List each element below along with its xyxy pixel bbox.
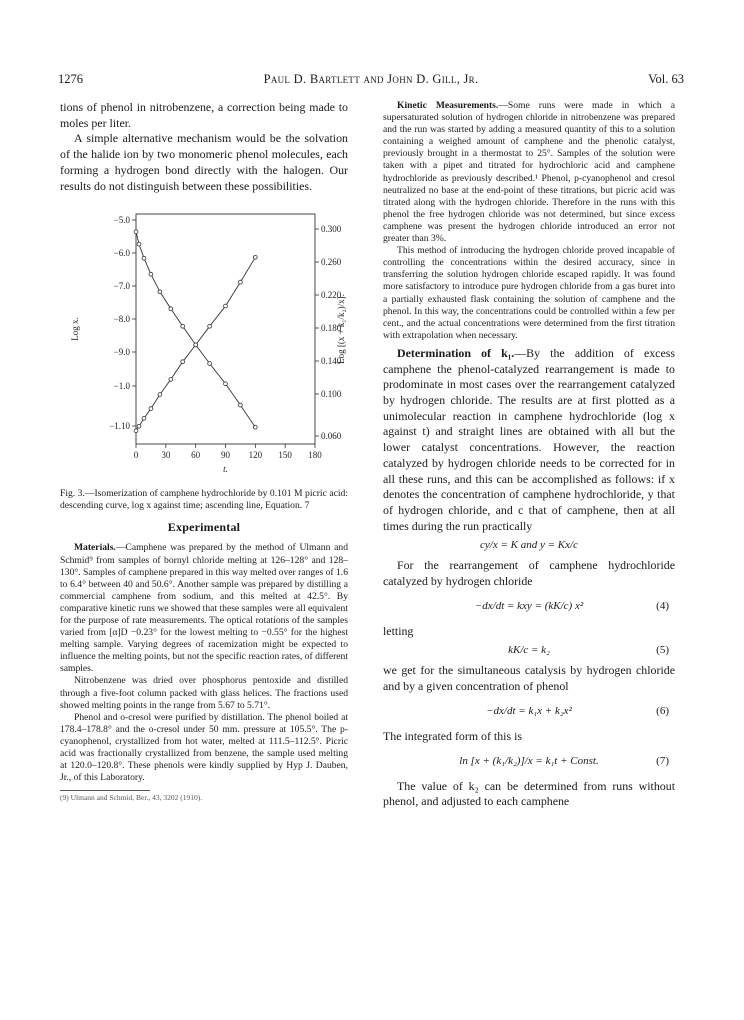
left-tick-label: −5.0 (113, 215, 130, 226)
plot-area (70, 214, 346, 474)
paragraph-kinetic (383, 100, 675, 245)
left-tick-label: −8.0 (113, 314, 130, 325)
right-tick-label: 0.180 (321, 323, 342, 334)
equation-6: −dx/dt = k₁x + k₂x² (6) (486, 704, 669, 717)
page-number: 1276 (58, 72, 83, 86)
right-tick-label: 0.100 (321, 389, 342, 400)
x-axis-label: t. (223, 464, 228, 475)
running-header (58, 72, 684, 88)
data-point (224, 382, 228, 386)
k1-text: —By the addition of excess camphene the phenol-catalyzed rearrangement is made to prodominate in most cases over the rearrangement catalyzed by hydrogen chloride. The results are at first plotted as a unimolecular reaction in camphene hydrochloride (log x against t) and straight lines are obtained with all but the lower catalyst concentrations. However, the reaction catalyzed by hydrogen chloride needs to be corrected for in all these runs, and this can be accomplished as follows: if x denotes the concentration of camphene hydrochloride, y that of hydrogen chloride, and c that of camphene, then at all times during the run practically (383, 345, 675, 533)
paragraph-phenols: Phenol and o-cresol were purified by distillation. The phenol boiled at 178.4–178.8° and the o-cresol under 50 mm. pressure at 105.5°. The p-cyanophenol, crystallized from hot water, melted at 111.5–112.5°. Picric acid was fractionally crystallized from benzene, the sample used melting at 120.0–120.8°. These phenols were kindly supplied by Hyp J. Dauben, Jr., of this Laboratory. (60, 711, 348, 784)
x-tick-label: 30 (161, 450, 171, 461)
materials-text: —Camphene was prepared by the method of Ulmann and Schmid⁹ from samples of bornyl chloride melting at 126–128° and 128–130°. Samples of camphene prepared in this way melted over ranges of 1.6 to 6.4° between 40 and 50.6°. Another sample was prepared by distilling a commercial camphene from sodium, and this melted at 42.5°. By comparative kinetic runs we showed that these samples were all equivalent for the purpose of rate measurements. The optical rotations of the samples varied from [α]D −0.23° for the lowest melting to −0.55° for the highest melting sample. Varying degrees of racemization might be expected to influence the melting points, but not the specific reaction rates, of different samples. (60, 542, 348, 675)
x-tick-label: 60 (191, 450, 201, 461)
data-point (224, 304, 228, 308)
data-point (169, 307, 173, 311)
paragraph-materials (60, 542, 348, 675)
integrated-text: The integrated form of this is (383, 728, 523, 743)
equation-4: −dx/dt = kxy = (kK/c) x² (4) (474, 599, 669, 612)
footnote-9: (9) Ulmann and Schmid, Ber., 43, 3202 (1910). (60, 793, 203, 803)
data-point (134, 429, 138, 433)
paragraph-method: This method of introducing the hydrogen chloride proved incapable of controlling the concentrations within the desired accuracy, since in transferring the solution hydrogen chloride escaped rapidly. It was found more satisfactory to introduce pure hydrogen chloride from a gas buret into a partially exhausted flask containing the solution of camphene and the phenol. In this way, the concentrations could be controlled within a few per cent., and the actual concentrations were determined from the first titration with extrapolation when necessary. (383, 245, 675, 341)
paragraph-final: The value of k₂ can be determined from runs without phenol, and adjusted to each camphene (383, 778, 675, 809)
data-point (149, 407, 153, 411)
data-point (253, 256, 257, 260)
plot-frame (136, 214, 315, 444)
left-tick-label: −1.0 (113, 381, 130, 392)
equation-5: kK/c = k₂ (5) (508, 644, 669, 657)
right-tick-label: 0.220 (321, 290, 342, 301)
data-point (181, 360, 185, 364)
left-column (60, 100, 348, 803)
figure-3-chart (60, 204, 348, 486)
k1-heading: Determination of k₁. (397, 345, 515, 360)
data-point (137, 425, 141, 429)
paragraph-mechanism: A simple alternative mechanism would be the solvation of the halide ion by two monomeric phenol molecules, each forming a hydrogen bond directly with the halogen. Our results do not distinguish between these possibilities. (60, 131, 348, 193)
paragraph-continuation: tions of phenol in nitrobenzene, a correction being made to moles per liter. (60, 100, 348, 130)
right-axis-label: Log [(x + k₁/k₂)/x]. (336, 294, 346, 365)
data-point (134, 230, 138, 234)
section-title: Experimental (167, 520, 241, 535)
data-point (158, 290, 162, 294)
letting-text: letting (383, 623, 414, 638)
data-point (149, 273, 153, 277)
data-point (169, 378, 173, 382)
data-point (194, 343, 198, 347)
left-tick-label: −6.0 (113, 248, 130, 259)
data-point (142, 417, 146, 421)
running-authors: Paul D. Bartlett and John D. Gill, Jr. (263, 72, 479, 86)
left-axis-label: Log x. (70, 317, 80, 341)
x-tick-label: 0 (133, 450, 139, 461)
equation-equilibrium: cy/x = K and y = Kx/c (480, 539, 578, 552)
paragraph-k1 (383, 346, 675, 534)
kinetic-text: —Some runs were made in which a supersaturated solution of hydrogen chloride in nitrobenzene was prepared and the run was started by adding a measured quantity of this to a solution containing a weighed amount of camphene and the phenolic catalyst, previously brought in a thermostat to 25°. Samples of the solution were taken with a pipet and titrated for hydrochloric acid and camphene hydrochloride as previously described.¹ Phenol, p-cyanophenol and cresol neutralized no base at the end-point of these titrations, but picric acid was titrated along with the hydrogen chloride. Therefore in the runs with this phenol the free hydrogen chloride was not determined, but since excess camphene was present the hydrogen chloride introduced an error not greater than 3%. (383, 100, 675, 245)
paragraph-nitrobenzene: Nitrobenzene was dried over phosphorus pentoxide and distilled through a five-foot column packed with glass helices. The fractions used showed melting points in the range from 5.67 to 5.71°. (60, 675, 348, 711)
data-point (253, 426, 257, 430)
left-tick-label: −1.10 (109, 421, 130, 432)
kinetic-heading: Kinetic Measurements. (397, 100, 499, 111)
paragraph-rearrangement: For the rearrangement of camphene hydrochloride catalyzed by hydrogen chloride (383, 558, 675, 589)
left-tick-label: −9.0 (113, 347, 130, 358)
x-tick-label: 120 (248, 450, 263, 461)
data-point (239, 280, 243, 284)
data-point (208, 325, 212, 329)
volume-label: Vol. 63 (648, 72, 684, 86)
materials-heading: Materials. (74, 542, 116, 554)
paragraph-simultaneous: we get for the simultaneous catalysis by hydrogen chloride and by a given concentration of phenol (383, 663, 675, 694)
data-point (137, 242, 141, 246)
x-tick-label: 180 (308, 450, 322, 461)
data-point (239, 403, 243, 407)
right-tick-label: 0.140 (321, 356, 342, 367)
data-point (142, 257, 146, 261)
data-point (208, 362, 212, 366)
right-tick-label: 0.060 (321, 431, 342, 442)
x-tick-label: 150 (278, 450, 292, 461)
x-tick-label: 90 (221, 450, 230, 461)
series-line-descending (136, 232, 255, 428)
left-tick-label: −7.0 (113, 281, 130, 292)
data-point (158, 393, 162, 397)
footnote (60, 790, 203, 803)
figure-caption: Fig. 3.—Isomerization of camphene hydrochloride by 0.101 M picric acid: descending curve, log x against time; ascending line, Equation. 7 (60, 488, 348, 512)
equation-7: ln [x + (k₁/k₂)]/x = k₁t + Const. (7) (459, 754, 669, 767)
data-point (181, 325, 185, 329)
right-tick-label: 0.300 (321, 224, 342, 235)
right-column (383, 100, 675, 810)
right-tick-label: 0.260 (321, 257, 342, 268)
